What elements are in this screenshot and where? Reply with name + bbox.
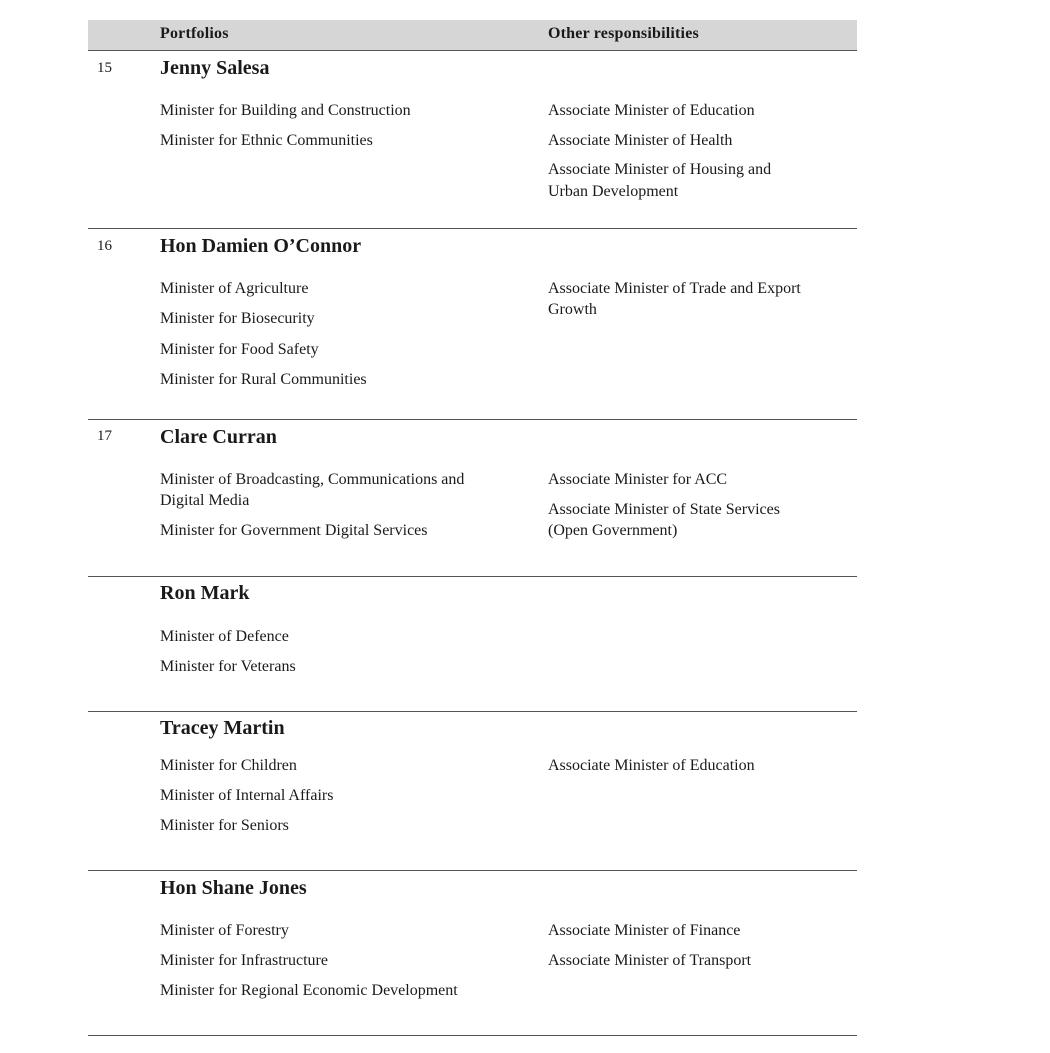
minister-number: 17 [97, 428, 112, 444]
other-item: Associate Minister of Education [548, 757, 755, 774]
portfolio-item: Minister for Seniors [160, 817, 289, 834]
portfolio-item: Minister for Government Digital Services [160, 522, 428, 539]
portfolio-item: Minister of Broadcasting, Communications and [160, 471, 465, 488]
other-item: Associate Minister of Health [548, 132, 733, 149]
minister-name: Clare Curran [160, 426, 277, 448]
row-divider [88, 870, 857, 871]
minister-name: Jenny Salesa [160, 57, 270, 79]
other-item: Associate Minister of Housing and [548, 161, 772, 178]
other-item: Associate Minister of Finance [548, 922, 741, 939]
portfolio-item: Minister for Ethnic Communities [160, 132, 373, 149]
portfolio-item: Digital Media [160, 492, 250, 509]
minister-name: Hon Damien O’Connor [160, 235, 362, 257]
minister-name: Hon Shane Jones [160, 877, 307, 899]
minister-name: Tracey Martin [160, 717, 285, 739]
portfolio-item: Minister of Agriculture [160, 280, 309, 297]
other-item: Associate Minister of Transport [548, 952, 752, 969]
portfolio-item: Minister for Building and Construction [160, 102, 411, 119]
minister-name: Ron Mark [160, 582, 250, 604]
row-divider [88, 419, 857, 420]
minister-number: 16 [97, 238, 112, 254]
other-item: Associate Minister of Trade and Export [548, 280, 801, 297]
row-divider [88, 228, 857, 229]
portfolio-item: Minister for Infrastructure [160, 952, 328, 969]
other-item: Associate Minister of Education [548, 102, 755, 119]
portfolio-item: Minister for Children [160, 757, 297, 774]
other-item: Growth [548, 301, 597, 318]
other-item: Urban Development [548, 183, 679, 200]
portfolio-item: Minister of Defence [160, 628, 289, 645]
row-divider [88, 711, 857, 712]
portfolio-item: Minister for Regional Economic Development [160, 982, 458, 999]
table-bottom-rule [88, 1035, 857, 1036]
portfolio-item: Minister for Veterans [160, 658, 296, 675]
portfolio-item: Minister for Biosecurity [160, 310, 315, 327]
minister-number: 15 [97, 60, 112, 76]
portfolio-item: Minister for Food Safety [160, 341, 319, 358]
portfolio-item: Minister of Internal Affairs [160, 787, 334, 804]
header-rule [88, 50, 857, 51]
row-divider [88, 576, 857, 577]
header-portfolios: Portfolios [160, 25, 229, 42]
portfolio-item: Minister for Rural Communities [160, 371, 367, 388]
other-item: (Open Government) [548, 522, 678, 539]
other-item: Associate Minister of State Services [548, 501, 780, 518]
portfolio-item: Minister of Forestry [160, 922, 289, 939]
other-item: Associate Minister for ACC [548, 471, 728, 488]
header-other-responsibilities: Other responsibilities [548, 25, 699, 42]
